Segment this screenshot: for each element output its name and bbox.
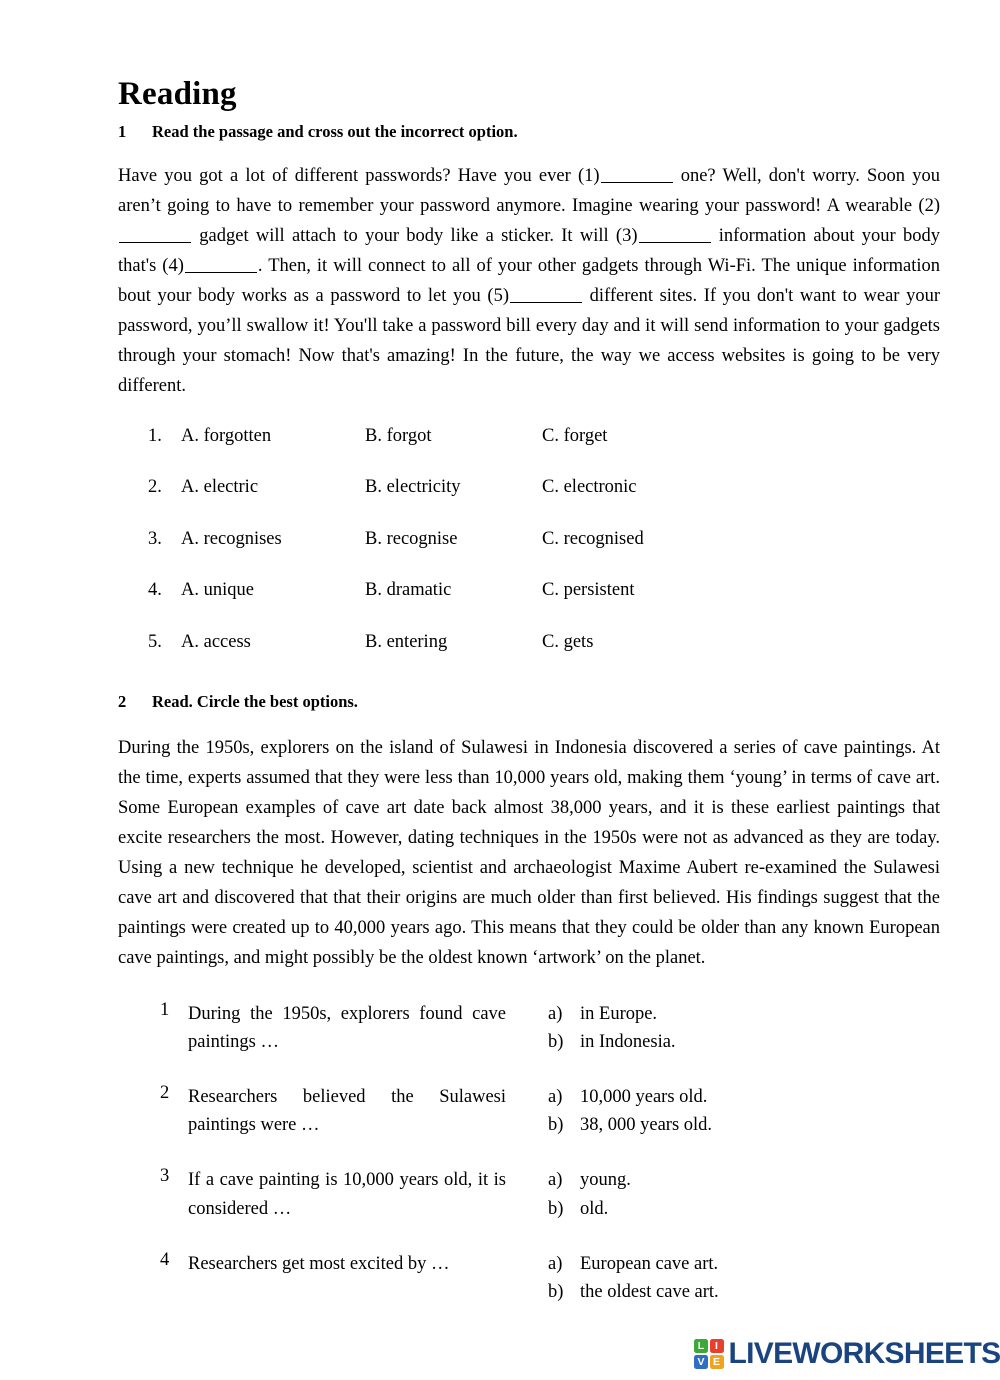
question-prompt: [118, 1250, 506, 1278]
answer-label: a): [548, 1087, 563, 1108]
answer-option-a[interactable]: [548, 1250, 940, 1278]
exercise-1-passage: [118, 162, 940, 402]
question-number: 4: [160, 1249, 170, 1270]
option-number: 2.: [148, 477, 162, 498]
answer-label: b): [548, 1198, 564, 1219]
exercise-2-heading: [118, 692, 940, 712]
answer-text: 10,000 years old.: [580, 1087, 708, 1108]
answer-label: b): [548, 1281, 564, 1302]
liveworksheets-logo[interactable]: [694, 1339, 1000, 1369]
exercise-2-questions: [118, 1000, 940, 1306]
question-item: [118, 1250, 940, 1306]
passage-segment-6: different sites. If you don't want to wear your password, you’ll swallow it! You'll take a password bill every day and it will send information to your gadgets through your stomach! Now that's amazing! In the future, the way we access websites is going to be very different.: [118, 285, 940, 396]
option-choice-b[interactable]: B. recognise: [365, 528, 458, 549]
exercise-1-instruction: Read the passage and cross out the incorrect option.: [152, 121, 518, 141]
answer-option-a[interactable]: [548, 1000, 940, 1028]
answer-option-b[interactable]: [548, 1028, 940, 1056]
logo-tile-v: V: [694, 1355, 708, 1369]
question-prompt: [118, 1083, 506, 1139]
question-text: Researchers get most excited by …: [188, 1253, 450, 1274]
option-number: 4.: [148, 580, 162, 601]
answer-option-a[interactable]: [548, 1083, 940, 1111]
question-number: 1: [160, 999, 170, 1020]
option-choice-c[interactable]: C. electronic: [542, 477, 637, 498]
exercise-1-number: 1: [118, 121, 127, 141]
question-item: [118, 1083, 940, 1139]
question-prompt: [118, 1166, 506, 1222]
question-item: [118, 1166, 940, 1222]
option-row: [148, 632, 940, 684]
passage-blank-4[interactable]: [185, 260, 257, 273]
exercise-2-instruction: Read. Circle the best options.: [152, 692, 358, 712]
question-text: During the 1950s, explorers found cave paintings …: [188, 1003, 506, 1053]
question-text: If a cave painting is 10,000 years old, it is considered …: [188, 1170, 506, 1219]
answer-text: the oldest cave art.: [580, 1281, 719, 1302]
option-choice-b[interactable]: B. forgot: [365, 425, 432, 446]
answer-label: a): [548, 1253, 563, 1274]
answer-text: young.: [580, 1170, 631, 1191]
option-row: [148, 426, 940, 478]
answer-option-b[interactable]: [548, 1195, 940, 1223]
option-choice-c[interactable]: C. forget: [542, 425, 608, 446]
option-choice-b[interactable]: B. entering: [365, 631, 448, 652]
option-choice-a[interactable]: A. access: [181, 631, 251, 652]
passage-blank-3[interactable]: [639, 230, 711, 243]
option-choice-a[interactable]: A. electric: [181, 477, 259, 498]
logo-tiles: [694, 1339, 724, 1369]
question-item: [118, 1000, 940, 1056]
answer-option-a[interactable]: [548, 1166, 940, 1194]
option-row: [148, 529, 940, 581]
answer-text: in Indonesia.: [580, 1032, 676, 1053]
question-answers: [506, 1000, 940, 1056]
passage-segment-1: Have you got a lot of different passwords? Have you ever (1): [118, 165, 600, 186]
passage-segment-5: . Then, it will connect to all of your other gadgets through Wi-Fi. The unique information bout your body works as a password to let you (5): [118, 255, 940, 306]
answer-text: 38, 000 years old.: [580, 1115, 713, 1136]
exercise-2-passage: During the 1950s, explorers on the island of Sulawesi in Indonesia discovered a series of cave paintings. At the time, experts assumed that they were less than 10,000 years old, making them ‘young’ in terms of cave art. Some European examples of cave art date back almost 38,000 years, and it is these earliest paintings that excite researchers the most. However, dating techniques in the 1950s were not as advanced as they are today. Using a new technique he developed, scientist and archaeologist Maxime Aubert re-examined the Sulawesi cave art and discovered that that their origins are much older than first believed. His findings suggest that the paintings were created up to 40,000 years ago. This means that they could be older than any known European cave paintings, and might possibly be the oldest known ‘artwork’ on the planet.: [118, 738, 940, 968]
option-row: [148, 580, 940, 632]
answer-text: European cave art.: [580, 1253, 719, 1274]
question-answers: [506, 1250, 940, 1306]
question-prompt: [118, 1000, 506, 1056]
option-number: 3.: [148, 528, 162, 549]
option-choice-a[interactable]: A. recognises: [181, 528, 282, 549]
passage-segment-2: one? Well, don't worry. Soon you aren’t going to have to remember your password anymore. Imagine wearing your password! A wearable (2): [118, 165, 940, 216]
logo-tile-l: L: [694, 1339, 708, 1353]
answer-option-b[interactable]: [548, 1111, 940, 1139]
passage-segment-4: information about your body that's (4): [118, 225, 940, 276]
passage-blank-5[interactable]: [510, 290, 582, 303]
answer-label: b): [548, 1115, 564, 1136]
passage-blank-2[interactable]: [119, 230, 191, 243]
passage-segment-3: gadget will attach to your body like a sticker. It will (3): [192, 225, 638, 246]
option-choice-b[interactable]: B. dramatic: [365, 580, 452, 601]
option-choice-c[interactable]: C. persistent: [542, 580, 635, 601]
logo-tile-i: I: [710, 1339, 724, 1353]
question-number: 2: [160, 1083, 170, 1104]
page-title: Reading: [118, 76, 237, 112]
answer-label: a): [548, 1003, 563, 1024]
question-answers: [506, 1166, 940, 1222]
option-number: 1.: [148, 425, 162, 446]
answer-text: old.: [580, 1198, 609, 1219]
exercise-1-options: [148, 426, 940, 684]
question-text: Researchers believed the Sulawesi paintings were …: [188, 1087, 506, 1136]
answer-text: in Europe.: [580, 1003, 658, 1024]
logo-tile-e: E: [710, 1355, 724, 1369]
option-choice-a[interactable]: A. forgotten: [181, 425, 272, 446]
option-row: [148, 477, 940, 529]
option-choice-c[interactable]: C. recognised: [542, 528, 644, 549]
worksheet-page: [118, 0, 940, 1380]
question-answers: [506, 1083, 940, 1139]
question-number: 3: [160, 1166, 170, 1187]
exercise-2-number: 2: [118, 692, 127, 712]
answer-label: a): [548, 1170, 563, 1191]
exercise-1-heading: [118, 122, 940, 142]
option-number: 5.: [148, 631, 162, 652]
option-choice-c[interactable]: C. gets: [542, 631, 594, 652]
option-choice-b[interactable]: B. electricity: [365, 477, 461, 498]
logo-wordmark: LIVEWORKSHEETS: [728, 1337, 1000, 1370]
passage-blank-1[interactable]: [601, 170, 673, 183]
answer-label: b): [548, 1032, 564, 1053]
option-choice-a[interactable]: A. unique: [181, 580, 254, 601]
answer-option-b[interactable]: [548, 1278, 940, 1306]
